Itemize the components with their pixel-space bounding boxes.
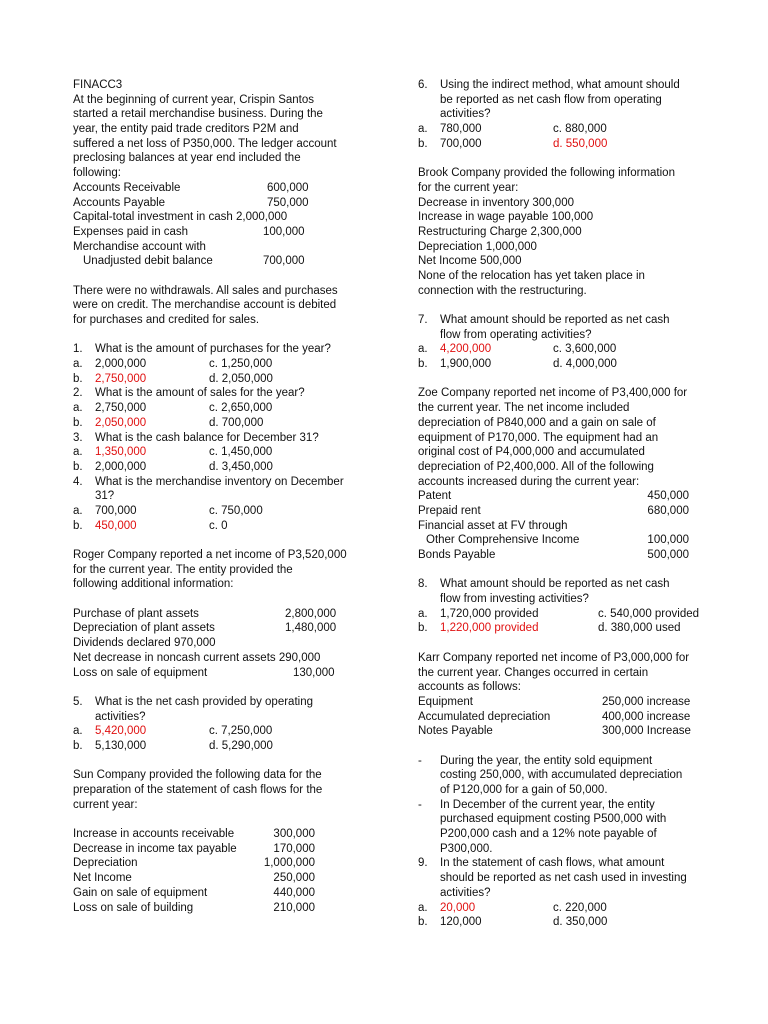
problem-text: for purchases and credited for sales. (73, 314, 260, 326)
info-row: Dividends declared 970,000 (73, 637, 216, 650)
info-row: Decrease in income tax payable 170,000 (73, 842, 315, 855)
choice-row: a. 4,200,000 c. 3,600,000 (418, 343, 617, 356)
balance-row: Unadjusted debit balance 700,000 (83, 255, 305, 268)
info-row: Purchase of plant assets 2,800,000 (73, 607, 337, 620)
choice-row: a. 5,420,000 c. 7,250,000 (73, 725, 273, 738)
problem-text: equipment of P170,000. The equipment had an (418, 431, 659, 444)
problem-text: preclosing balances at year end included the (73, 152, 301, 165)
info-row: Loss on sale of building 210,000 (73, 901, 315, 914)
answer-highlight: 2,050,000 (95, 416, 147, 429)
problem-text: Karr Company reported net income of P3,000,000 for (418, 651, 690, 664)
problem-text: current year: (73, 798, 138, 811)
answer-highlight: 2,750,000 (95, 372, 147, 385)
info-row: Increase in accounts receivable 300,000 (73, 828, 315, 841)
choice-row: a. 2,750,000 c. 2,650,000 (73, 402, 273, 415)
balance-row: Capital-total investment in cash 2,000,000 (73, 211, 288, 224)
choice-row: a. 1,720,000 provided c. 540,000 provided (418, 607, 700, 620)
right-column (418, 78, 718, 930)
question-6-cont: activities? (440, 108, 491, 121)
answer-highlight: 1,350,000 (95, 446, 147, 459)
question-8: 8. What amount should be reported as net cash (418, 578, 670, 591)
problem-text: Restructuring Charge 2,300,000 (418, 225, 582, 238)
problem-text: preparation of the statement of cash flows for the (73, 784, 323, 796)
problem-text: Decrease in inventory 300,000 (418, 196, 574, 209)
answer-highlight: d. 550,000 (553, 137, 608, 150)
choice-row: b. 450,000 c. 0 (73, 519, 228, 532)
problem-text: None of the relocation has yet taken place in (418, 269, 645, 282)
balance-row: Accounts Receivable 600,000 (73, 181, 309, 194)
problem-text: depreciation of P2,400,000. All of the following (418, 460, 654, 473)
choice-row: b. 2,000,000 d. 3,450,000 (73, 460, 273, 473)
balance-row: Expenses paid in cash 100,000 (73, 225, 305, 238)
question-8-cont: flow from investing activities? (440, 593, 589, 606)
question-9: 9. In the statement of cash flows, what amount (418, 857, 665, 870)
problem-text: following additional information: (73, 578, 234, 591)
question-2: 2. What is the amount of sales for the year? (73, 387, 305, 400)
info-row: Other Comprehensive Income 100,000 (426, 534, 689, 547)
info-row: Net decrease in noncash current assets 290,000 (73, 651, 321, 664)
problem-text: Increase in wage payable 100,000 (418, 211, 594, 224)
choice-row: b. 700,000 d. 550,000 (418, 137, 608, 150)
answer-highlight: 450,000 (95, 519, 137, 532)
bullet-cont: of P120,000 for a gain of 50,000. (440, 784, 608, 796)
info-row: Net Income 250,000 (73, 872, 315, 885)
question-5-cont: activities? (95, 710, 146, 723)
question-3: 3. What is the cash balance for December 31? (73, 431, 319, 444)
info-row: Depreciation of plant assets 1,480,000 (73, 622, 337, 635)
problem-text: were on credit. The merchandise account is debited (73, 299, 337, 312)
question-1: 1. What is the amount of purchases for the year? (73, 343, 331, 356)
question-6: 6. Using the indirect method, what amount should (418, 79, 680, 91)
bullet-cont: P300,000. (440, 842, 493, 855)
question-4-cont: 31? (95, 490, 115, 503)
problem-text: Depreciation 1,000,000 (418, 240, 537, 253)
info-row: Prepaid rent 680,000 (418, 504, 689, 517)
problem-text: depreciation of P840,000 and a gain on sale of (418, 416, 656, 429)
problem-text: Brook Company provided the following information (418, 167, 675, 180)
problem-text: for the current year. The entity provided the (73, 563, 293, 576)
problem-text: Roger Company reported a net income of P3,520,000 (73, 549, 347, 561)
info-row: Notes Payable 300,000 Increase (418, 725, 691, 738)
question-4: 4. What is the merchandise inventory on December (73, 475, 344, 488)
bullet-cont: P200,000 cash and a 12% note payable of (440, 828, 657, 841)
info-row: Gain on sale of equipment 440,000 (73, 886, 315, 899)
balance-row: Accounts Payable 750,000 (73, 196, 309, 209)
info-row: Depreciation 1,000,000 (73, 857, 315, 870)
info-row: Financial asset at FV through (418, 519, 568, 532)
problem-text: started a retail merchandise business. During the (73, 108, 323, 121)
choice-row: b. 120,000 d. 350,000 (418, 916, 608, 929)
choice-row: b. 5,130,000 d. 5,290,000 (73, 739, 273, 752)
info-row: Bonds Payable 500,000 (418, 549, 689, 561)
problem-text: Net Income 500,000 (418, 255, 522, 268)
choice-row: a. 780,000 c. 880,000 (418, 123, 607, 136)
question-6-cont: be reported as net cash flow from operating (440, 93, 662, 106)
choice-row: b. 1,900,000 d. 4,000,000 (418, 358, 617, 371)
question-7-cont: flow from operating activities? (440, 328, 592, 341)
bullet-item: - In December of the current year, the entity (418, 798, 655, 811)
choice-row: a. 20,000 c. 220,000 (418, 901, 607, 914)
problem-text: suffered a net loss of P350,000. The ledger account (73, 137, 337, 150)
problem-text: for the current year: (418, 181, 519, 194)
problem-text: connection with the restructuring. (418, 284, 587, 297)
problem-text: At the beginning of current year, Crispin Santos (73, 93, 315, 106)
choice-row: b. 2,050,000 d. 700,000 (73, 416, 264, 429)
choice-row: a. 2,000,000 c. 1,250,000 (73, 358, 273, 371)
bullet-cont: costing 250,000, with accumulated depreciation (440, 769, 683, 782)
document-header: FINACC3 (73, 79, 123, 91)
choice-row: a. 1,350,000 c. 1,450,000 (73, 446, 273, 459)
info-row: Equipment 250,000 increase (418, 695, 691, 708)
question-9-cont: should be reported as net cash used in investing (440, 872, 687, 885)
problem-text: the current year. Changes occurred in certain (418, 666, 649, 679)
left-column (73, 78, 373, 915)
choice-row: a. 700,000 c. 750,000 (73, 504, 263, 517)
answer-highlight: 4,200,000 (440, 343, 492, 356)
problem-text: accounts as follows: (418, 681, 521, 694)
info-row: Patent 450,000 (418, 490, 689, 503)
bullet-item: - During the year, the entity sold equipment (418, 754, 653, 767)
problem-text: year, the entity paid trade creditors P2M and (73, 123, 299, 136)
answer-highlight: 5,420,000 (95, 725, 147, 738)
info-row: Loss on sale of equipment 130,000 (73, 666, 335, 679)
problem-text: the current year. The net income included (418, 402, 630, 415)
question-7: 7. What amount should be reported as net cash (418, 314, 670, 326)
problem-text: original cost of P4,000,000 and accumulated (418, 446, 645, 459)
choice-row: b. 1,220,000 provided d. 380,000 used (418, 622, 681, 635)
bullet-cont: purchased equipment costing P500,000 with (440, 813, 667, 826)
problem-text: accounts increased during the current year: (418, 475, 640, 488)
question-5: 5. What is the net cash provided by operating (73, 695, 313, 708)
problem-text: following: (73, 167, 121, 180)
choice-row: b. 2,750,000 d. 2,050,000 (73, 372, 273, 385)
problem-text: Sun Company provided the following data for the (73, 769, 322, 782)
balance-row: Merchandise account with (73, 240, 206, 253)
problem-text: Zoe Company reported net income of P3,400,000 for (418, 387, 688, 400)
info-row: Accumulated depreciation 400,000 increase (418, 710, 691, 723)
answer-highlight: 1,220,000 provided (440, 622, 539, 635)
question-9-cont: activities? (440, 886, 491, 899)
problem-text: There were no withdrawals. All sales and purchases (73, 284, 338, 297)
answer-highlight: 20,000 (440, 901, 476, 914)
